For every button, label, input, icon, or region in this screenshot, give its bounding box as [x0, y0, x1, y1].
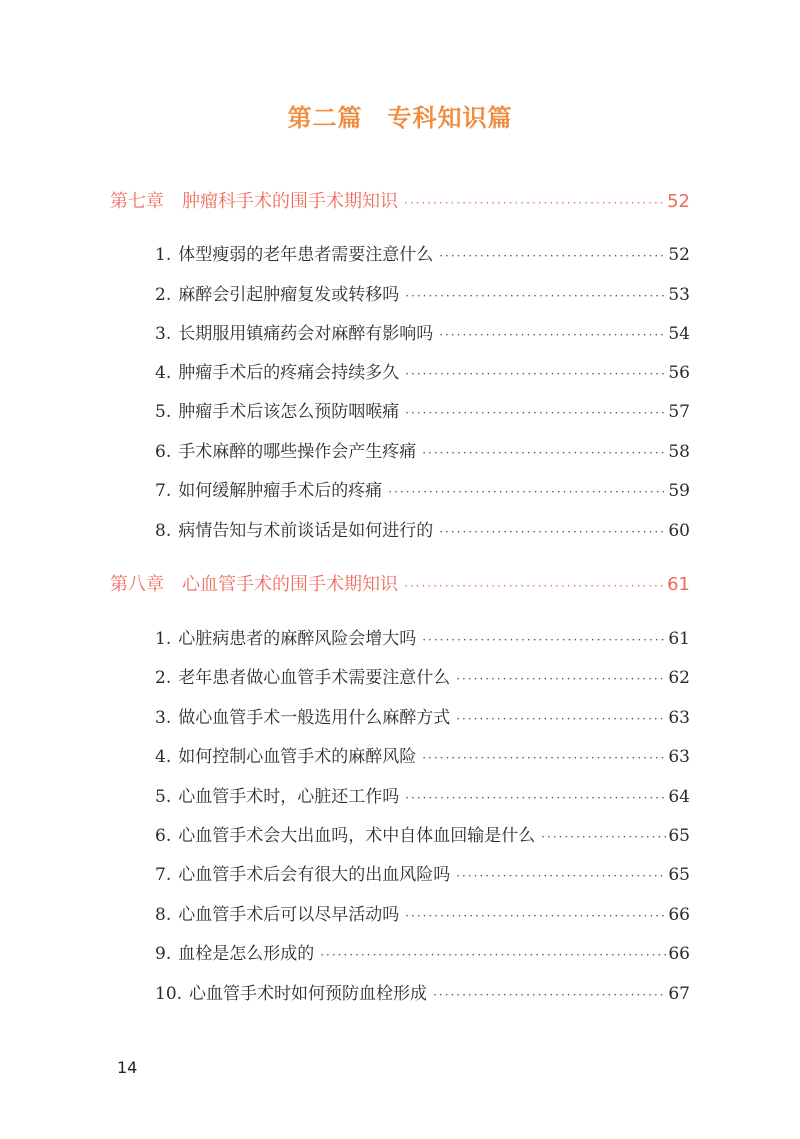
item-page: 66	[668, 944, 690, 964]
item-page: 53	[668, 285, 690, 305]
leader-dots	[320, 948, 666, 962]
leader-dots	[422, 751, 666, 765]
item-page: 57	[668, 402, 690, 422]
item-page: 63	[668, 708, 690, 728]
leader-dots	[439, 249, 666, 263]
leader-dots	[439, 525, 666, 539]
leader-dots	[422, 446, 666, 460]
page-number: 14	[117, 1058, 138, 1077]
toc-item[interactable]	[155, 240, 690, 265]
item-number: 7.	[155, 865, 172, 885]
item-title: 体型瘦弱的老年患者需要注意什么	[178, 245, 434, 265]
item-page: 54	[668, 324, 690, 344]
leader-dots	[456, 869, 666, 883]
leader-dots	[433, 988, 666, 1002]
toc-item[interactable]	[155, 663, 690, 688]
item-title: 肿瘤手术后的疼痛会持续多久	[178, 363, 400, 383]
item-number: 7.	[155, 481, 172, 501]
leader-dots	[405, 791, 666, 805]
toc-item[interactable]	[155, 979, 690, 1004]
item-title: 老年患者做心血管手术需要注意什么	[178, 668, 451, 688]
item-number: 9.	[155, 944, 172, 964]
item-number: 3.	[155, 324, 172, 344]
leader-dots	[456, 672, 666, 686]
chapter-title: 第八章 心血管手术的围手术期知识	[110, 574, 398, 595]
item-page: 64	[668, 787, 690, 807]
item-number: 6.	[155, 442, 172, 462]
item-page: 65	[668, 865, 690, 885]
toc-item[interactable]	[155, 860, 690, 885]
item-title: 心血管手术时如何预防血栓形成	[189, 984, 428, 1004]
item-page: 62	[668, 668, 690, 688]
item-title: 长期服用镇痛药会对麻醉有影响吗	[178, 324, 434, 344]
item-page: 67	[668, 984, 690, 1004]
toc-item[interactable]	[155, 900, 690, 925]
chapter-page: 52	[667, 191, 690, 212]
item-page: 61	[668, 629, 690, 649]
chapter-page: 61	[667, 574, 690, 595]
item-number: 8.	[155, 521, 172, 541]
toc-item[interactable]	[155, 624, 690, 649]
item-number: 5.	[155, 787, 172, 807]
leader-dots	[404, 579, 665, 593]
toc-item[interactable]	[155, 516, 690, 541]
toc-item[interactable]	[155, 319, 690, 344]
item-number: 8.	[155, 905, 172, 925]
item-page: 60	[668, 521, 690, 541]
leader-dots	[439, 328, 666, 342]
item-page: 58	[668, 442, 690, 462]
toc-item[interactable]	[155, 821, 690, 846]
item-number: 3.	[155, 708, 172, 728]
toc-item[interactable]	[155, 703, 690, 728]
item-title: 手术麻醉的哪些操作会产生疼痛	[178, 442, 417, 462]
item-title: 心血管手术后会有很大的出血风险吗	[178, 865, 451, 885]
item-number: 1.	[155, 245, 172, 265]
item-page: 59	[668, 481, 690, 501]
toc-item[interactable]	[155, 397, 690, 422]
toc-item[interactable]	[155, 358, 690, 383]
leader-dots	[541, 830, 666, 844]
item-page: 63	[668, 747, 690, 767]
toc-item[interactable]	[155, 437, 690, 462]
item-title: 病情告知与术前谈话是如何进行的	[178, 521, 434, 541]
item-number: 1.	[155, 629, 172, 649]
leader-dots	[456, 712, 666, 726]
chapter-title: 第七章 肿瘤科手术的围手术期知识	[110, 191, 398, 212]
leader-dots	[388, 485, 666, 499]
leader-dots	[405, 367, 666, 381]
item-number: 6.	[155, 826, 172, 846]
item-number: 4.	[155, 747, 172, 767]
toc-item[interactable]	[155, 939, 690, 964]
toc-chapter-7[interactable]	[110, 187, 690, 213]
item-title: 心血管手术会大出血吗，术中自体血回输是什么	[178, 826, 536, 846]
item-page: 65	[668, 826, 690, 846]
item-number: 2.	[155, 668, 172, 688]
item-title: 麻醉会引起肿瘤复发或转移吗	[178, 285, 400, 305]
item-title: 肿瘤手术后该怎么预防咽喉痛	[178, 402, 400, 422]
toc-chapter-8[interactable]	[110, 570, 690, 596]
toc-item[interactable]	[155, 742, 690, 767]
toc-item[interactable]	[155, 782, 690, 807]
item-title: 心血管手术时，心脏还工作吗	[178, 787, 400, 807]
item-number: 4.	[155, 363, 172, 383]
item-number: 10.	[155, 984, 183, 1004]
leader-dots	[405, 406, 666, 420]
item-title: 血栓是怎么形成的	[178, 944, 315, 964]
leader-dots	[405, 289, 666, 303]
item-title: 如何缓解肿瘤手术后的疼痛	[178, 481, 383, 501]
item-page: 56	[668, 363, 690, 383]
item-title: 心血管手术后可以尽早活动吗	[178, 905, 400, 925]
part-title: 第二篇 专科知识篇	[287, 104, 513, 132]
toc-item[interactable]	[155, 476, 690, 501]
item-page: 52	[668, 245, 690, 265]
item-page: 66	[668, 905, 690, 925]
leader-dots	[405, 909, 666, 923]
toc-item[interactable]	[155, 280, 690, 305]
leader-dots	[404, 196, 665, 210]
item-number: 2.	[155, 285, 172, 305]
item-number: 5.	[155, 402, 172, 422]
item-title: 如何控制心血管手术的麻醉风险	[178, 747, 417, 767]
leader-dots	[422, 633, 666, 647]
item-title: 做心血管手术一般选用什么麻醉方式	[178, 708, 451, 728]
item-title: 心脏病患者的麻醉风险会增大吗	[178, 629, 417, 649]
